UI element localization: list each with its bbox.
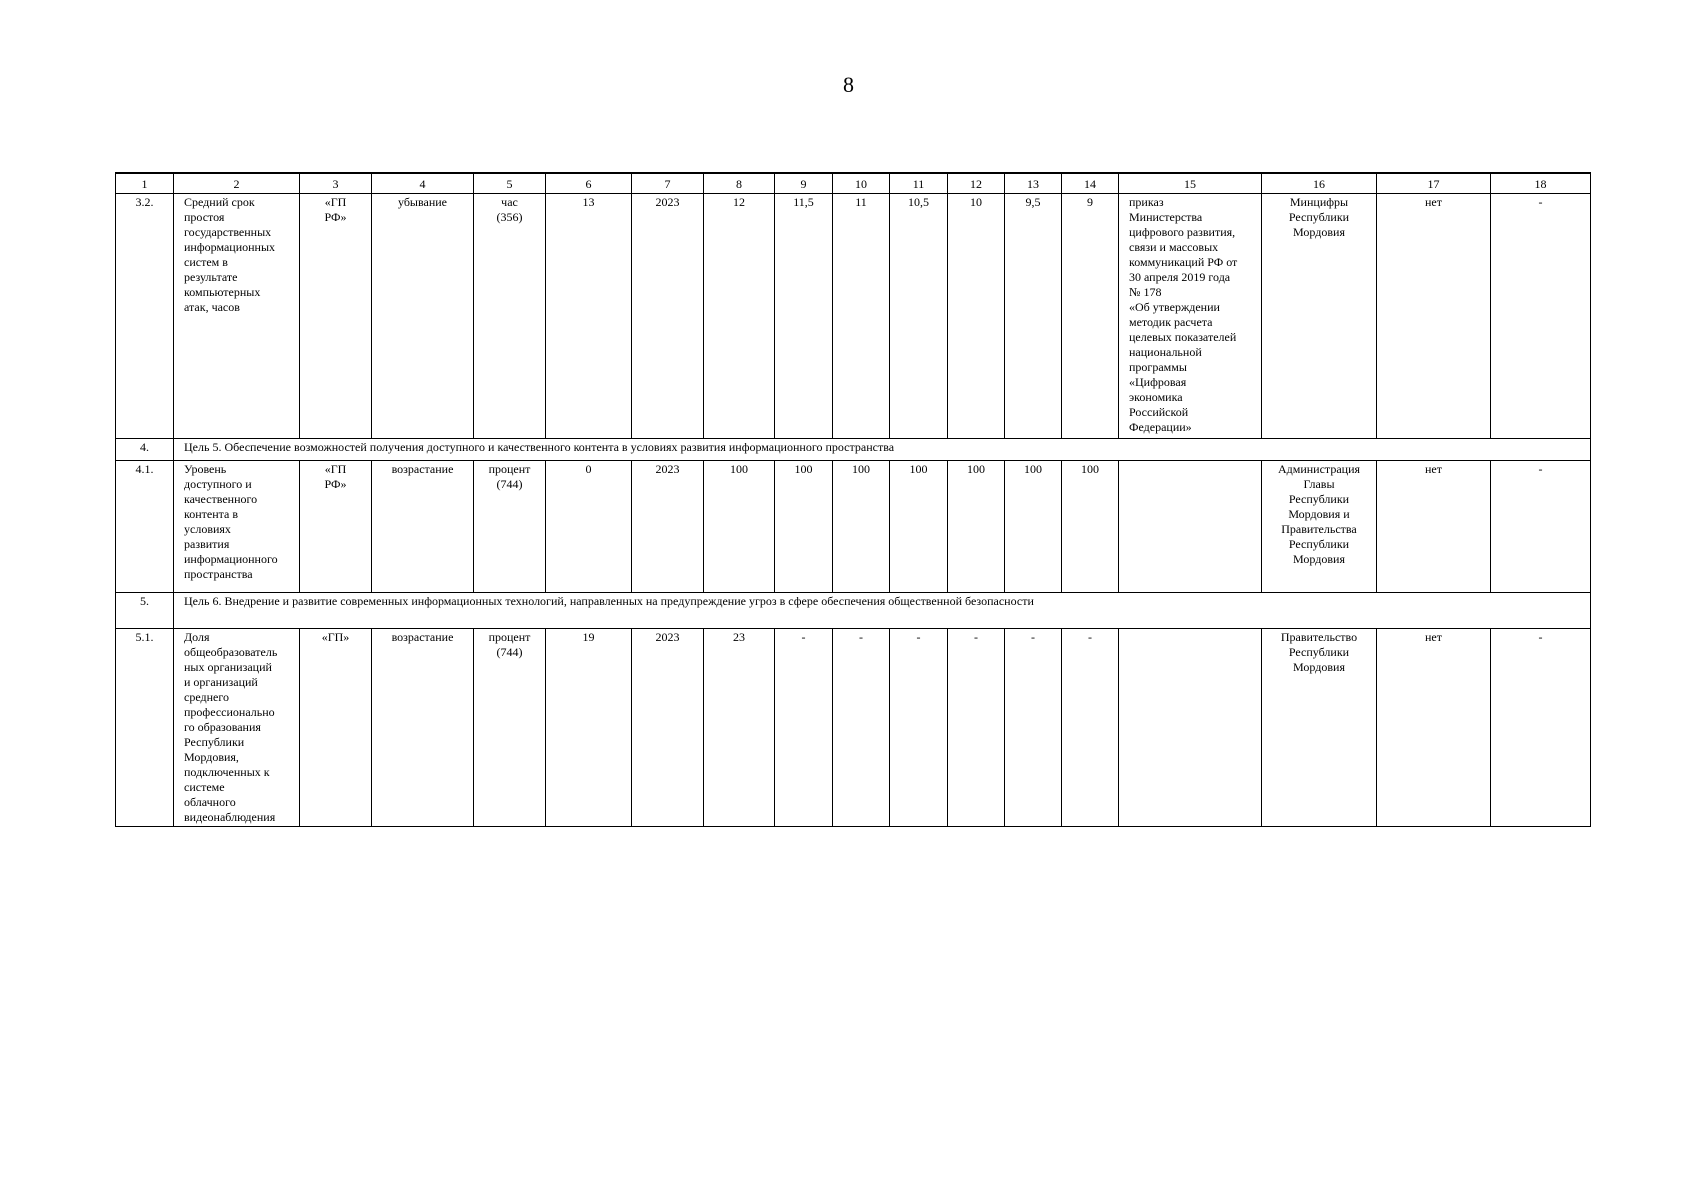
reference-document — [1119, 629, 1262, 827]
value-cell: - — [948, 629, 1005, 827]
column-number: 4 — [372, 173, 474, 194]
column-number: 8 — [704, 173, 775, 194]
link-flag: нет — [1377, 629, 1491, 827]
value-cell: - — [1062, 629, 1119, 827]
unit-of-measure: час (356) — [474, 194, 546, 439]
base-value: 19 — [546, 629, 632, 827]
indicator-trend: возрастание — [372, 629, 474, 827]
info-system: - — [1491, 461, 1591, 593]
value-cell: - — [833, 629, 890, 827]
value-cell: 100 — [775, 461, 833, 593]
indicator-name: Уровень доступного и качественного контента в условиях развития информационного пространства — [174, 461, 300, 593]
base-year: 2023 — [632, 461, 704, 593]
value-cell: 11 — [833, 194, 890, 439]
row-number: 5.1. — [116, 629, 174, 827]
info-system: - — [1491, 629, 1591, 827]
column-number: 9 — [775, 173, 833, 194]
indicator-name: Доля общеобразователь ных организаций и организаций среднего профессионально го образования Республики Мордовия, подключенных к системе облачного видеонаблюдения — [174, 629, 300, 827]
responsible-body: Минцифры Республики Мордовия — [1262, 194, 1377, 439]
base-year: 2023 — [632, 629, 704, 827]
column-number: 17 — [1377, 173, 1491, 194]
indicators-table — [115, 172, 1591, 827]
value-cell: - — [1005, 629, 1062, 827]
indicator-name: Средний срок простоя государственных информационных систем в результате компьютерных атак, часов — [174, 194, 300, 439]
value-cell: - — [775, 629, 833, 827]
table-row — [116, 461, 1591, 593]
column-number: 6 — [546, 173, 632, 194]
table-row — [116, 194, 1591, 439]
goal-text: Цель 5. Обеспечение возможностей получения доступного и качественного контента в условиях развития информационного пространства — [174, 439, 1591, 461]
value-cell: 10,5 — [890, 194, 948, 439]
indicator-level: «ГП» — [300, 629, 372, 827]
value-cell: 9,5 — [1005, 194, 1062, 439]
value-cell: 100 — [948, 461, 1005, 593]
goal-row — [116, 439, 1591, 461]
value-cell: 100 — [704, 461, 775, 593]
link-flag: нет — [1377, 461, 1491, 593]
column-number: 11 — [890, 173, 948, 194]
row-number: 4.1. — [116, 461, 174, 593]
goal-number: 5. — [116, 593, 174, 629]
column-number: 14 — [1062, 173, 1119, 194]
column-number: 5 — [474, 173, 546, 194]
base-value: 13 — [546, 194, 632, 439]
responsible-body: Правительство Республики Мордовия — [1262, 629, 1377, 827]
goal-number: 4. — [116, 439, 174, 461]
table-row — [116, 629, 1591, 827]
column-number: 15 — [1119, 173, 1262, 194]
column-number: 13 — [1005, 173, 1062, 194]
column-number-row — [116, 173, 1591, 194]
column-number: 3 — [300, 173, 372, 194]
column-number: 7 — [632, 173, 704, 194]
indicator-level: «ГП РФ» — [300, 461, 372, 593]
goal-row — [116, 593, 1591, 629]
column-number: 16 — [1262, 173, 1377, 194]
indicator-trend: возрастание — [372, 461, 474, 593]
goal-text: Цель 6. Внедрение и развитие современных информационных технологий, направленных на предупреждение угроз в сфере обеспечения общественной безопасности — [174, 593, 1591, 629]
value-cell: 12 — [704, 194, 775, 439]
value-cell: 100 — [890, 461, 948, 593]
page-number: 8 — [843, 72, 854, 97]
reference-document — [1119, 461, 1262, 593]
column-number: 1 — [116, 173, 174, 194]
column-number: 12 — [948, 173, 1005, 194]
value-cell: 100 — [1062, 461, 1119, 593]
column-number: 2 — [174, 173, 300, 194]
base-value: 0 — [546, 461, 632, 593]
value-cell: 100 — [833, 461, 890, 593]
value-cell: 9 — [1062, 194, 1119, 439]
unit-of-measure: процент (744) — [474, 629, 546, 827]
info-system: - — [1491, 194, 1591, 439]
column-number: 18 — [1491, 173, 1591, 194]
row-number: 3.2. — [116, 194, 174, 439]
base-year: 2023 — [632, 194, 704, 439]
column-number: 10 — [833, 173, 890, 194]
responsible-body: Администрация Главы Республики Мордовия и Правительства Республики Мордовия — [1262, 461, 1377, 593]
link-flag: нет — [1377, 194, 1491, 439]
value-cell: - — [890, 629, 948, 827]
value-cell: 100 — [1005, 461, 1062, 593]
value-cell: 10 — [948, 194, 1005, 439]
unit-of-measure: процент (744) — [474, 461, 546, 593]
value-cell: 23 — [704, 629, 775, 827]
indicator-trend: убывание — [372, 194, 474, 439]
value-cell: 11,5 — [775, 194, 833, 439]
indicator-level: «ГП РФ» — [300, 194, 372, 439]
reference-document: приказ Министерства цифрового развития, связи и массовых коммуникаций РФ от 30 апреля 2019 года № 178 «Об утверждении методик расчета целевых показателей национальной программы «Цифровая экономика Российской Федерации» — [1119, 194, 1262, 439]
